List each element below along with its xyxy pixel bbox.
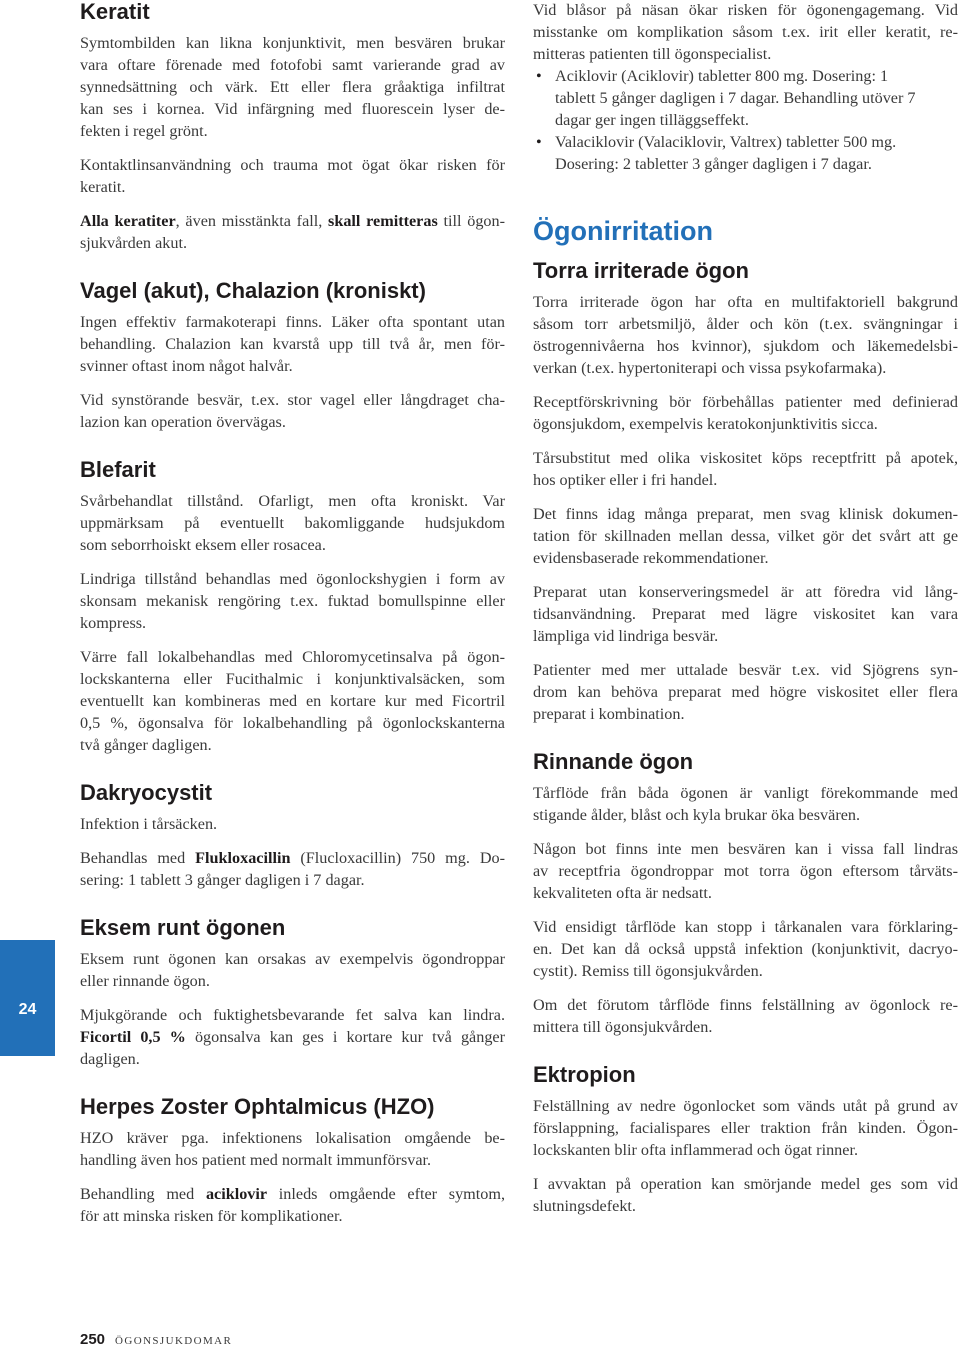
- chapter-tab-label: 24: [18, 1001, 37, 1018]
- text-line: eventuellt kan kombineras med en kortare kur med Ficortril: [80, 692, 505, 710]
- paragraph: [80, 1183, 505, 1227]
- text-line: uppmärksam på eventuellt bakomliggande hudsjukdom: [80, 514, 505, 532]
- text-line: sering: 1 tablett 3 gånger dagligen i 7 dagar.: [80, 871, 365, 889]
- paragraph: [533, 391, 958, 435]
- section-heading: Blefarit: [80, 457, 156, 482]
- text-line: mittera till ögonsjukvården.: [533, 1018, 713, 1036]
- right-column: [533, 0, 958, 1229]
- paragraph: [80, 154, 505, 198]
- text-line: I avvaktan på operation kan smörjande medel ges som vid: [533, 1175, 958, 1193]
- text-line: dagligen.: [80, 1050, 140, 1068]
- text-line: [80, 1183, 505, 1205]
- text-line: tablett 5 gånger dagligen i 7 dagar. Behandling utöver 7: [555, 89, 916, 107]
- text-line: för att minska risken för komplikationer.: [80, 1207, 343, 1225]
- text-line: Vid blåsor på näsan ökar risken för ögonengagemang. Vid: [533, 1, 958, 19]
- paragraph: [80, 1127, 505, 1171]
- text-line: Preparat utan konserveringsmedel är att föredra vid lång-: [533, 583, 958, 601]
- text-line: misstanke om komplikation såsom t.ex. irit eller keratit, re-: [533, 23, 958, 41]
- text-line: Tårsubstitut med olika viskositet köps receptfritt på apotek,: [533, 449, 958, 467]
- text-run: till ögon-: [437, 212, 505, 230]
- section-title: Ögonirritation: [533, 216, 713, 246]
- text-line: Värre fall lokalbehandlas med Chloromycetinsalva på ögon-: [80, 648, 505, 666]
- text-line: eller rinnande ögon.: [80, 972, 210, 990]
- text-line: synnedsättning och värk. Ett eller flera gråaktiga infiltrat: [80, 78, 505, 96]
- text-line: Torra irriterade ögon har ofta en multifaktoriell bakgrund: [533, 293, 958, 311]
- paragraph: [80, 210, 505, 254]
- text-line: vara oftare förenade med fotofobi samt varierande grad av: [80, 56, 505, 74]
- text-line: drom kan behöva preparat med högre viskositet eller flera: [533, 683, 958, 701]
- text-line: handling även hos patient med normalt immunförsvar.: [80, 1151, 432, 1169]
- text-line: Symtombilden kan likna konjunktivit, men besvären brukar: [80, 34, 505, 52]
- paragraph: [533, 1173, 958, 1217]
- section-heading: Rinnande ögon: [533, 749, 694, 774]
- text-line: Vid ensidigt tårflöde kan stopp i tårkanalen vara förklaring-: [533, 918, 958, 936]
- page-footer: [80, 1330, 232, 1350]
- text-line: som seborrhoiskt eksem eller rosacea.: [80, 536, 326, 554]
- text-line: lockskanten blir ofta inflammerad och ögat rinner.: [533, 1141, 858, 1159]
- section-heading: Ektropion: [533, 1062, 636, 1087]
- paragraph: [533, 447, 958, 491]
- text-line: preparat i kombination.: [533, 705, 685, 723]
- paragraph: [533, 0, 958, 65]
- paragraph: [80, 646, 505, 756]
- list-item: [533, 65, 958, 131]
- text-line: Svårbehandlat tillstånd. Ofarligt, men ofta kroniskt. Var: [80, 492, 505, 510]
- text-line: en. Det kan då också uppstå infektion (konjunktivit, dacryo-: [533, 940, 958, 958]
- section-heading: Torra irriterade ögon: [533, 258, 749, 283]
- text-line: Patienter med mer uttalade besvär t.ex. vid Sjögrens syn-: [533, 661, 958, 679]
- paragraph: [533, 994, 958, 1038]
- section-heading: Herpes Zoster Ophtalmicus (HZO): [80, 1094, 435, 1119]
- bold-text: aciklovir: [205, 1185, 268, 1203]
- text-run: (Flucloxacillin) 750 mg. Do-: [290, 849, 505, 867]
- text-line: svinner oftast inom något halvår.: [80, 357, 293, 375]
- paragraph: [533, 838, 958, 904]
- text-line: lockskanterna eller Fucithalmic i konjunktivalsäcken, som: [80, 670, 505, 688]
- text-line: stigande ålder, blåst och kyla brukar öka besvären.: [533, 806, 861, 824]
- text-line: verkan (t.ex. hypertoniterapi och vissa psykofarmaka).: [533, 359, 887, 377]
- text-run: inleds omgående efter symtom,: [267, 1185, 505, 1203]
- text-run: Behandlas med: [80, 849, 196, 867]
- paragraph: [80, 389, 505, 433]
- text-line: skonsam mekanisk rengöring t.ex. fuktad bomullspinne eller: [80, 592, 505, 610]
- text-line: lämpliga vid lindriga besvär.: [533, 627, 719, 645]
- text-line: fekten i regel grönt.: [80, 122, 208, 140]
- text-line: tidsanvändning. Preparat med lägre viskositet kan vara: [533, 605, 958, 623]
- paragraph: [80, 1004, 505, 1070]
- bullet-marker: [536, 131, 542, 153]
- paragraph: [533, 1095, 958, 1161]
- text-line: kekvaliteten ofta är nedsatt.: [533, 884, 712, 902]
- paragraph: [533, 659, 958, 725]
- bullet-marker: [536, 65, 542, 87]
- text-line: Någon bot finns inte men besvären kan i vissa fall lindras: [533, 840, 958, 858]
- text-line: såsom torr arbetsmiljö, ålder och kön (t.ex. svängningar i: [533, 315, 958, 333]
- text-line: behandling. Chalazion kan kvarstå upp till två år, men för-: [80, 335, 505, 353]
- text-line: cystit). Remiss till ögonsjukvården.: [533, 962, 763, 980]
- text-run: , även misstänkta fall,: [175, 212, 329, 230]
- text-line: tation för skillnaden mellan dessa, vilket gör det svårt att ge: [533, 527, 958, 545]
- text-line: kan ses i kornea. Vid infärgning med fluorescein lyser de-: [80, 100, 505, 118]
- text-line: två gånger dagligen.: [80, 736, 212, 754]
- paragraph: [533, 782, 958, 826]
- text-line: Felställning av nedre ögonlocket som vänds utåt på grund av: [533, 1097, 958, 1115]
- text-line: evidensbaserade rekommendationer.: [533, 549, 769, 567]
- text-line: 0,5 %, ögonsalva för lokalbehandling på ögonlockskanterna: [80, 714, 505, 732]
- text-line: kompress.: [80, 614, 147, 632]
- text-line: Tårflöde från båda ögonen är vanligt förekommande med: [533, 784, 958, 802]
- paragraph: [80, 813, 505, 835]
- text-line: lazion kan operation övervägas.: [80, 413, 286, 431]
- text-run: ögonsalva kan ges i kortare kur två gånger: [185, 1028, 505, 1046]
- text-line: slutningsdefekt.: [533, 1197, 636, 1215]
- running-title: ÖGONSJUKDOMAR: [115, 1335, 233, 1347]
- paragraph: [80, 948, 505, 992]
- paragraph: [533, 581, 958, 647]
- text-line: sjukvården akut.: [80, 234, 187, 252]
- text-line: dagar ger ingen tilläggseffekt.: [555, 111, 749, 129]
- section-heading: Dakryocystit: [80, 780, 213, 805]
- text-line: mitteras patienten till ögonspecialist.: [533, 45, 772, 63]
- text-line: [80, 1026, 505, 1048]
- text-line: Om det förutom tårflöde finns felställning av ögonlock re-: [533, 996, 958, 1014]
- left-column: [80, 0, 505, 1239]
- text-line: HZO kräver pga. infektionens lokalisation omgående be-: [80, 1129, 505, 1147]
- text-line: Kontaktlinsanvändning och trauma mot ögat ökar risken för: [80, 156, 505, 174]
- text-line: förslappning, facialispares eller traktion från kinden. Ögon-: [533, 1119, 958, 1137]
- text-line: [80, 847, 505, 869]
- text-run: Behandling med: [80, 1185, 206, 1203]
- paragraph: [80, 32, 505, 142]
- paragraph: [533, 503, 958, 569]
- text-line: Aciklovir (Aciklovir) tabletter 800 mg. Dosering: 1: [555, 67, 889, 85]
- text-line: Receptförskrivning bör förbehållas patienter med definierad: [533, 393, 958, 411]
- section-heading: Eksem runt ögonen: [80, 915, 286, 940]
- text-line: av receptfria ögondroppar mot torra ögon eftersom tårväts-: [533, 862, 958, 880]
- section-heading: Keratit: [80, 0, 150, 24]
- bold-text: skall remitteras: [328, 212, 438, 230]
- text-line: Eksem runt ögonen kan orsakas av exempelvis ögondroppar: [80, 950, 505, 968]
- paragraph: [80, 568, 505, 634]
- text-line: Det finns idag många preparat, men svag klinisk dokumen-: [533, 505, 958, 523]
- text-line: Mjukgörande och fuktighetsbevarande fet salva kan lindra.: [80, 1006, 505, 1024]
- text-line: hos optiker eller i fri handel.: [533, 471, 718, 489]
- bold-text: Alla keratiter: [80, 212, 176, 230]
- text-line: [80, 210, 505, 232]
- bold-text: Ficortil 0,5 %: [80, 1028, 186, 1046]
- text-line: Infektion i tårsäcken.: [80, 815, 218, 833]
- paragraph: [80, 847, 505, 891]
- section-heading: Vagel (akut), Chalazion (kroniskt): [80, 278, 426, 303]
- text-line: ögonsjukdom, exempelvis keratokonjunktivitis sicca.: [533, 415, 878, 433]
- bold-text: Flukloxacillin: [195, 849, 291, 867]
- text-line: östrogennivåerna hos kvinnor), sjukdom och läkemedelsbi-: [533, 337, 958, 355]
- text-line: keratit.: [80, 178, 126, 196]
- chapter-tab: [0, 940, 55, 1056]
- text-line: Vid synstörande besvär, t.ex. stor vagel eller långdraget cha-: [80, 391, 505, 409]
- paragraph: [533, 291, 958, 379]
- bullet-list: [533, 65, 958, 175]
- list-item: [533, 131, 958, 175]
- text-line: Lindriga tillstånd behandlas med ögonlockshygien i form av: [80, 570, 505, 588]
- text-line: Dosering: 2 tabletter 3 gånger dagligen i 7 dagar.: [555, 155, 872, 173]
- text-line: Valaciklovir (Valaciklovir, Valtrex) tabletter 500 mg.: [555, 133, 897, 151]
- page-number: 250: [80, 1331, 106, 1348]
- paragraph: [80, 490, 505, 556]
- paragraph: [533, 916, 958, 982]
- text-line: Ingen effektiv farmakoterapi finns. Läker ofta spontant utan: [80, 313, 505, 331]
- paragraph: [80, 311, 505, 377]
